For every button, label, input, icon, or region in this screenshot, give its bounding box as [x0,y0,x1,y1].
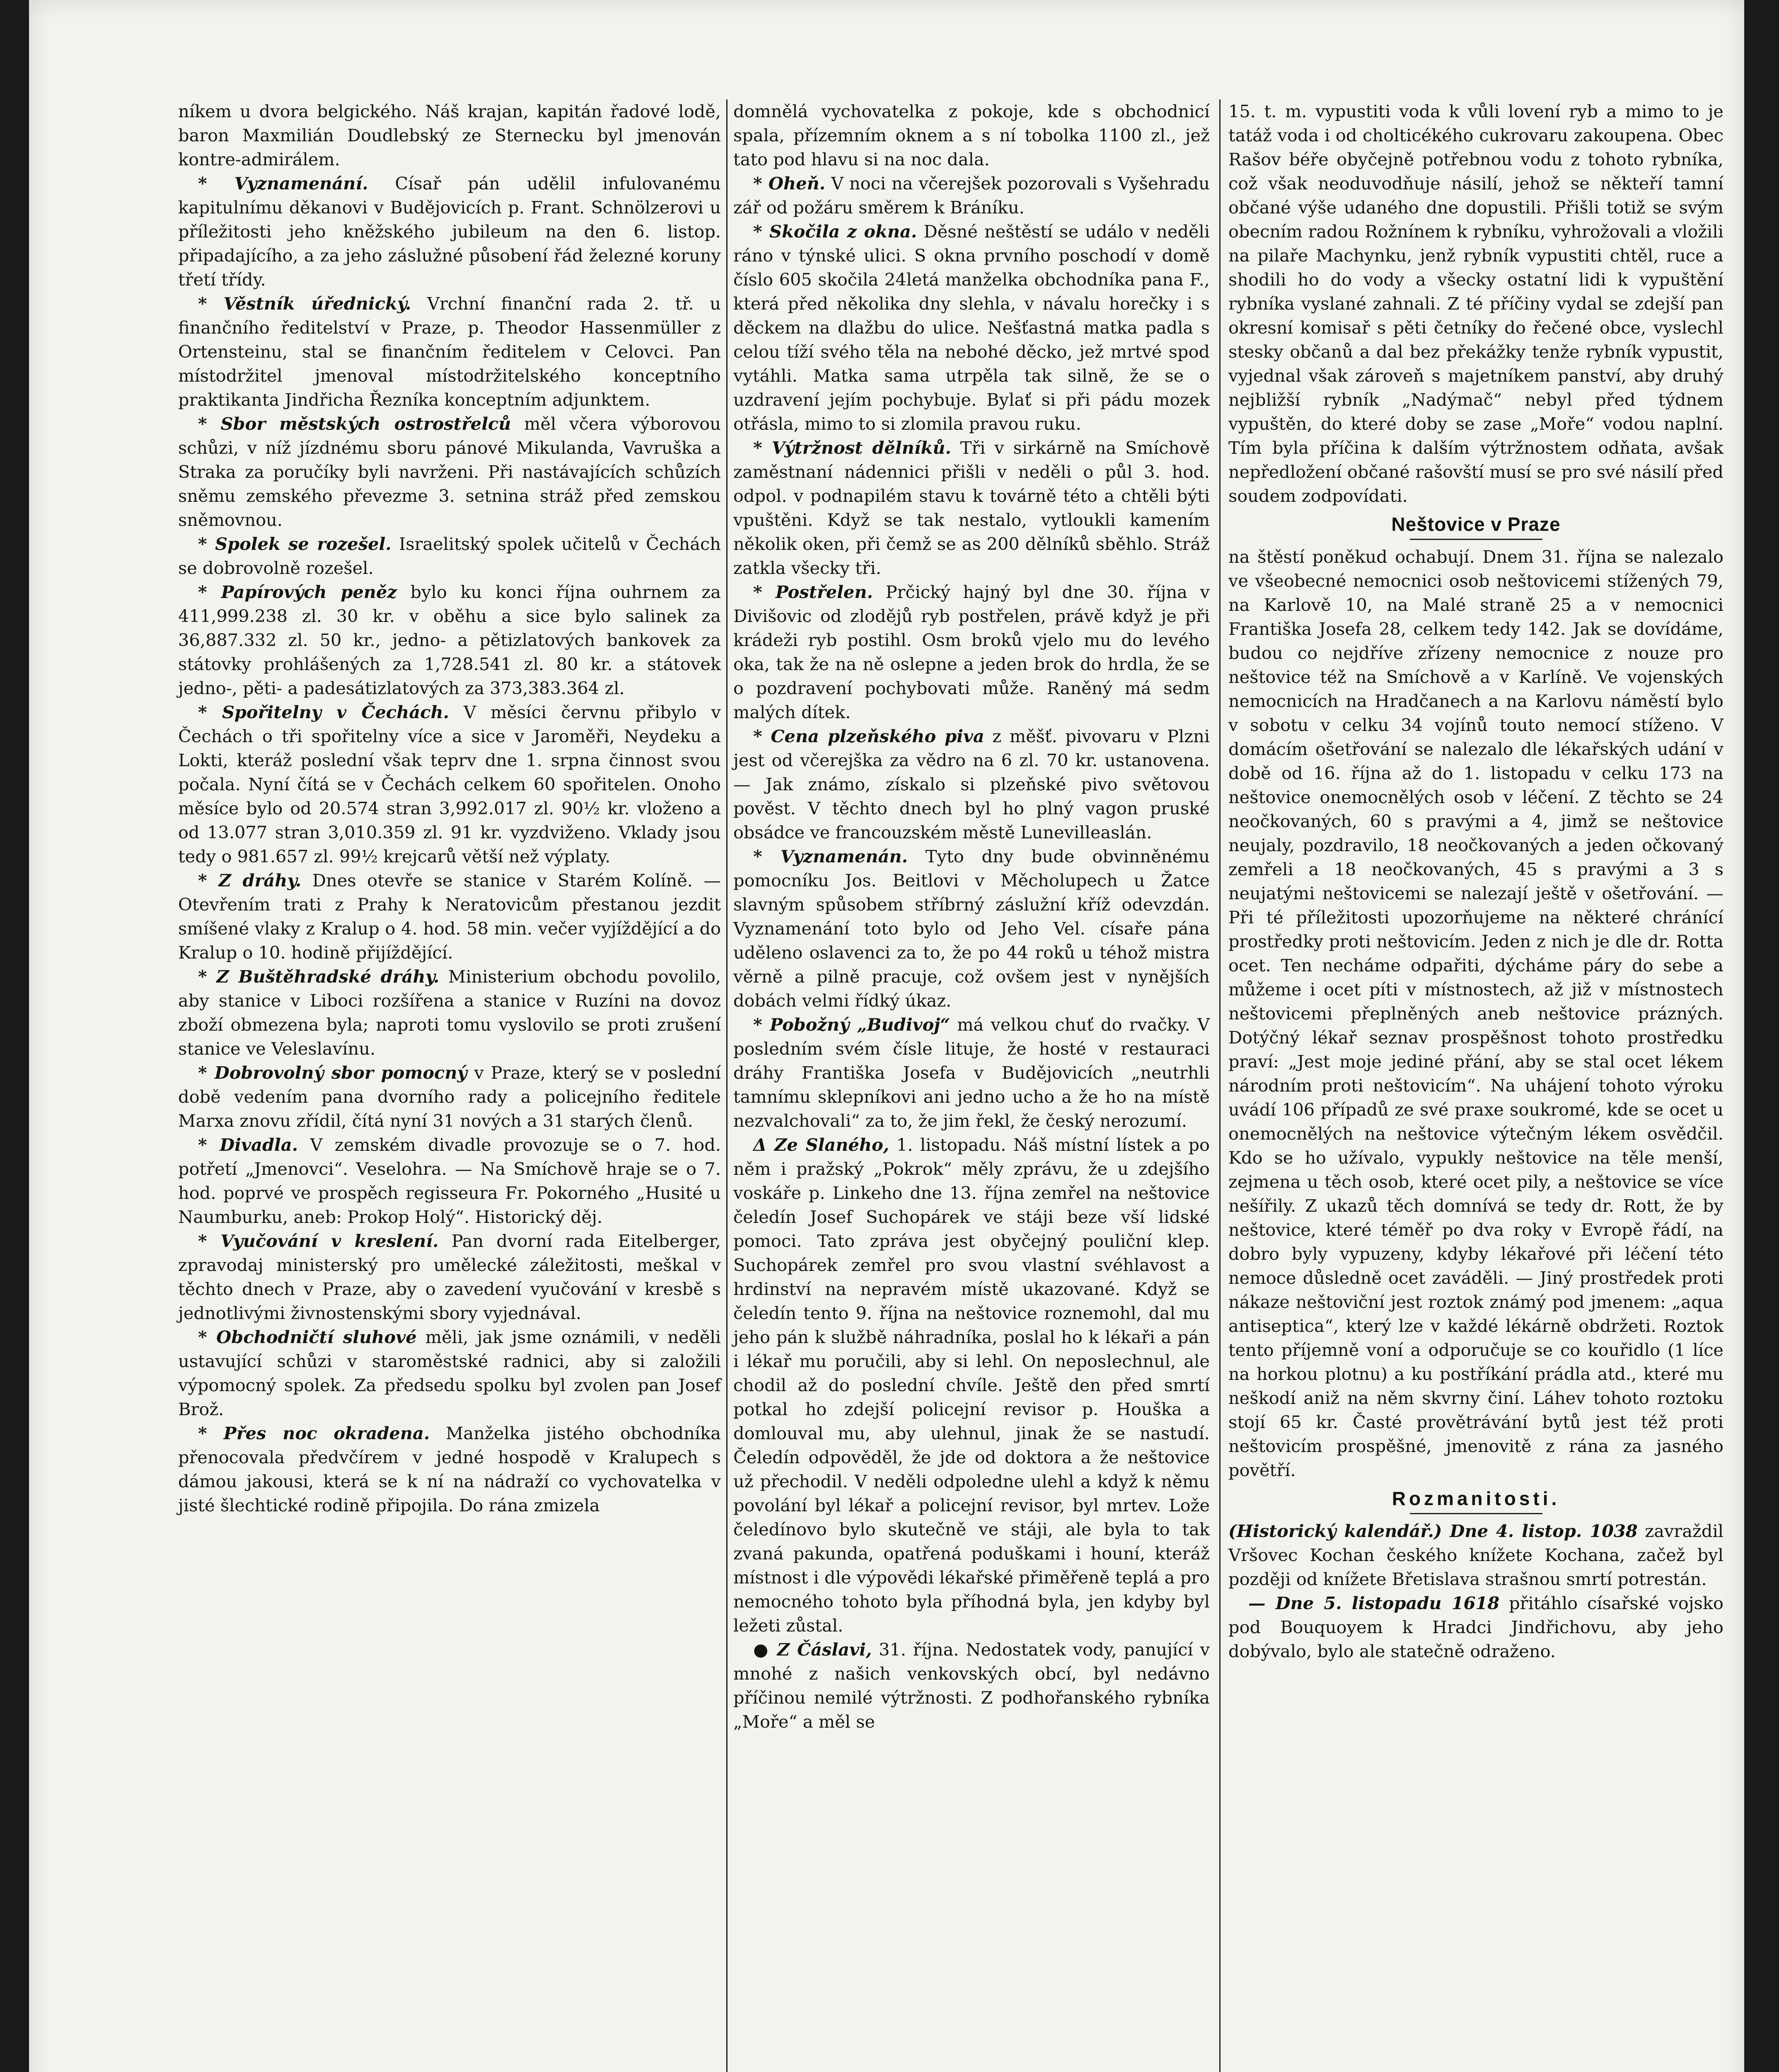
article-text: Dnes otevře se stanice v Starém Kolíně. — Otevřením trati z Prahy k Neratovicům přestanou jezdit smíšené vlaky z Kralup o 4. hod. 58 min. večer vyjíždějící a do Kralup o 10. hodině přijíždějící. [178,870,721,963]
article-text: měli, jak jsme oznámili, v neděli ustavující schůzi v staroměstské radnici, aby si založili výpomocný spolek. Za předsedu spolku byl zvolen pan Josef Brož. [178,1327,721,1419]
article-lead: (Historický kalendář.) Dne 4. listop. 1038 [1228,1521,1638,1541]
article-paragraph [733,724,1210,845]
article-text: měl včera výborovou schůzi, v níž jízdnému sboru pánové Mikulanda, Vavruška a Straka za poručíky byli navrženi. Při nastávajících schůzích sněmu zemského převezme 3. setnina stráž před zemskou sněmovnou. [178,414,721,530]
article-text: zavraždil Vršovec Kochan českého knížete Kochana, začež byl později od knížete Břetislava strašnou smrtí potrestán. [1228,1521,1723,1589]
article-paragraph [1228,545,1723,1482]
article-paragraph [178,412,721,532]
article-text: má velkou chuť do rvačky. V posledním svém čísle lituje, že hosté v restauraci dráhy Františka Josefa v Budějovicích „neutrhli tamnímu sklepníkovi ani jedno ucho a že ho na místě nezvalchovali“ za to, že jim řekl, že český nerozumí. [733,1014,1210,1131]
article-lead: * Pobožný „Budivoj“ [753,1014,950,1035]
article-text: 31. října. Nedostatek vody, panující v mnohé z našich venkovských obcí, byl nedávno příčinou nemilé výtržnosti. Z podhořanského rybníka „Moře“ a měl se [733,1639,1210,1732]
article-text: V měsíci červnu přibylo v Čechách o tři spořitelny více a sice v Jaroměři, Neydeku a Lokti, kteráž poslední však teprv dne 1. srpna činnost svou počala. Nyní čítá se v Čechách celkem 60 spořitelen. Onoho měsíce bylo od 20.574 stran 3,992.017 zl. 90½ kr. vloženo a od 13.077 stran 3,010.359 zl. 91 kr. vyzdviženo. Vklady jsou tedy o 981.657 zl. 99½ krejcarů větší než výplaty. [178,702,721,867]
article-paragraph [178,1133,721,1229]
column-3 [1228,99,1723,2072]
article-text: V noci na včerejšek pozorovali s Vyšehradu zář od požáru směrem k Bráníku. [733,173,1210,218]
article-text: Tři v sirkárně na Smíchově zaměstnaní nádennici přišli v neděli o půl 3. hod. odpol. v podnapilém stavu k továrně této a chtěli býti vpuštěni. Když se tak nestalo, vytloukli kamením několik oken, při čemž se as 200 dělníků sběhlo. Stráž zatkla všecky tři. [733,438,1210,578]
article-paragraph [178,292,721,412]
article-paragraph [733,172,1210,220]
article-text: Děsné neštěstí se událo v neděli ráno v týnské ulici. S okna prvního poschodí v domě číslo 605 skočila 24letá manželka obchodníka pana F., která před několika dny slehla, v návalu horečky i s děckem na dlažbu do ulice. Nešťastná matka padla s celou tíží svého těla na nebohé děcko, jež mrtvé spod vytáhli. Matka sama utrpěla tak silně, že se o uzdravení jejím pochybuje. Bylať si při pádu mozek otřásla, mimo to si zlomila pravou ruku. [733,221,1210,434]
article-lead: ● Z Čáslavi, [753,1639,872,1660]
article-text: Pan dvorní rada Eitelberger, zpravodaj ministerský pro umělecké záležitosti, meškal v těchto dnech v Praze, aby o zavedení vyučování v kresbě s jednotlivými živnostenskými sbory vyjednával. [178,1231,721,1323]
article-text: domnělá vychovatelka z pokoje, kde s obchodnicí spala, přízemním oknem a s ní tobolka 1100 zl., jež tato pod hlavu si na noc dala. [733,101,1210,169]
article-lead: * Dobrovolný sbor pomocný [198,1063,467,1083]
article-text: Ministerium obchodu povolilo, aby stanice v Liboci rozšířena a stanice v Ruzíni na dovoz zboží obmezena byla; naproti tomu vyslovilo se proti zrušení stanice ve Veleslavínu. [178,966,721,1059]
article-paragraph [1228,99,1723,508]
scan-right-edge [1744,0,1779,2072]
article-paragraph [733,1013,1210,1133]
article-lead: * Divadla. [198,1135,298,1155]
article-text: v Praze, který se v poslední době vedením pana dvorního rady a policejního ředitele Marxa znovu zřídil, čítá nyní 31 nových a 31 starých členů. [178,1063,721,1131]
article-paragraph [178,1421,721,1518]
article-lead: Δ Ze Slaného, [753,1135,890,1155]
article-text: Vrchní finanční rada 2. tř. u finančního ředitelství v Praze, p. Theodor Hassenmüller z Ortensteinu, stal se finančním ředitelem v Celovci. Pan místodržitel jmenoval místodržitelského konceptního praktikanta Jindřicha Řezníka konceptním adjunktem. [178,293,721,410]
article-lead: * Papírových peněz [198,582,397,602]
article-paragraph [1228,1519,1723,1591]
article-paragraph [733,1638,1210,1734]
section-underline [1410,539,1542,540]
article-lead: * Vyznamenán. [753,846,908,867]
article-lead: * Skočila z okna. [753,221,917,242]
article-lead: * Výtržnost dělníků. [753,438,951,458]
article-paragraph [733,220,1210,436]
article-text: z měšť. pivovaru v Plzni jest od včerejška za vědro na 6 zl. 70 kr. ustanovena. — Jak známo, získalo si plzeňské pivo světovou pověst. V těchto dnech byl ho plný vagon pruské obsádce ve francouzském městě Lunevilleaslán. [733,726,1210,842]
article-paragraph [733,436,1210,580]
article-lead: * Vyznamenání. [198,173,368,194]
article-lead: * Oheň. [753,173,826,194]
article-text: V zemském divadle provozuje se o 7. hod. potřetí „Jmenovci“. Veselohra. — Na Smíchově hraje se o 7. hod. poprvé ve prospěch regisseura Fr. Pokorného „Husité u Naumburku, aneb: Prokop Holý“. Historický děj. [178,1135,721,1227]
article-paragraph [178,965,721,1061]
article-lead: * Přes noc okradena. [198,1423,430,1443]
article-paragraph [733,1133,1210,1638]
article-paragraph [178,99,721,172]
article-paragraph [178,1229,721,1325]
article-paragraph [178,580,721,700]
column-rule [726,99,728,2072]
article-paragraph [1228,1591,1723,1663]
article-lead: * Vyučování v kreslení. [198,1231,439,1251]
article-paragraph [178,532,721,580]
article-lead: * Spolek se rozešel. [198,534,392,554]
article-text: Manželka jistého obchodníka přenocovala předvčírem v jedné hospodě v Kralupech s dámou jakousi, která se k ní na nádraží co vychovatelka v jisté šlechtické rodině připojila. Do rána zmizela [178,1423,721,1515]
article-text: Israelitský spolek učitelů v Čechách se dobrovolně rozešel. [178,534,721,578]
column-rule [1219,99,1221,2072]
article-paragraph [733,580,1210,724]
article-text: Prčický hajný byl dne 30. října v Divišovic od zlodějů ryb postřelen, právě když je při krádeži ryb postihl. Osm broků vjelo mu do levého oka, tak že na ně oslepne a jeden brok do hrdla, že se o pozdravení pochybovati může. Raněný má sedm malých dítek. [733,582,1210,722]
article-paragraph [733,845,1210,1013]
article-paragraph [178,869,721,965]
column-2 [733,99,1210,2072]
article-lead: * Spořitelny v Čechách. [198,702,450,722]
article-text: bylo ku konci října ouhrnem za 411,999.238 zl. 30 kr. v oběhu a sice bylo salinek za 36,887.332 zl. 50 kr., jedno- a pětizlatových bankovek za státovky prohlášených za 1,728.541 zl. 80 kr. a státovek jedno-, pěti- a padesátizlatových za 373,383.364 zl. [178,582,721,698]
article-paragraph [178,1061,721,1133]
article-lead: * Obchodničtí sluhové [198,1327,417,1347]
article-lead: * Z Buštěhradské dráhy. [198,966,440,987]
article-text: 1. listopadu. Náš místní lístek a po něm i pražský „Pokrok“ měly zprávu, že u zdejšího voskáře p. Linkeho dne 13. října zemřel na neštovice čeledín Josef Suchopárek ve stáji beze vší lidské pomoci. Tato zpráva jest obyčejný pouliční klep. Suchopárek zemřel pro svou vlastní svéhlavost a hrdinství na nepravém místě ukazované. Když se čeledín tento 9. října na neštovice roznemohl, dal mu jeho pán k službě náhradníka, poslal ho k lékaři a pán i lékař mu poručili, aby si lehl. On neposlechnul, ale chodil až do poslední chvíle. Ještě den před smrtí potkal ho zdejší policejní revisor p. Houška a domlouval mu, aby ulehnul, jinak že se nastudí. Čeledín odpověděl, že jde od doktora a že neštovice už přechodil. V neděli odpoledne ulehl a když k němu povolání byl lékař a policejní revisor, byl mrtev. Lože čeledínovo bylo skutečně ve stáji, ale byla to tak zvaná pakunda, opatřená poduškami i houní, kteráž místnost i dle výpovědi lékařské přiměřeně teplá a pro nemocného tohoto byla příhodná byla, jen kdyby byl ležeti zůstal. [733,1135,1210,1636]
article-text: 15. t. m. vypustiti voda k vůli lovení ryb a mimo to je tatáž voda i od cholticékého cukrovaru zakoupena. Obec Rašov béře obyčejně potřebnou vodu z tohoto rybníka, což však neoduvodňuje násilí, jehož se někteří tamní občané výše udaného dne dopustili. Přišli totiž se svým obecním radou Rožnínem k rybníku, vyhrožovali a vložili na pilaře Machynku, jenž rybník vypustiti chtěl, ruce a shodili ho do vody a všecky ostatní lidi k vypuštění rybníka vyslané zahnali. Z té příčiny vydal se zdejší pan okresní komisař s pěti četníky do řečené obce, vyslechl stesky občanů a dal bez překážky tenže rybník vypustit, vyjednal však zároveň s majetníkem panství, aby druhý nejbližší rybník „Nadýmač“ nebyl před týdnem vypuštěn, do které doby se zase „Moře“ vodou naplní. Tím byla příčina k dalším výtržnostem odňata, avšak nepředložení občané rašovští musí se pro své násilí před soudem zodpovídati. [1228,101,1723,506]
article-text: na štěstí poněkud ochabují. Dnem 31. října se nalezalo ve všeobecné nemocnici osob neštovicemi stížených 79, na Karlově 10, na Malé straně 25 a v nemocnici Františka Josefa 28, celkem tedy 142. Jak se dovídáme, budou co nejdříve zřízeny nemocnice z nouze pro neštovice též na Smíchově a v Karlíně. Ve vojenských nemocnicích na Hradčanech a na Karlovu náměstí bylo v sobotu v celku 34 vojínů touto nemocí stíženo. V domácím ošetřování se nalezalo dle lékařských udání v době od 16. října až do 1. listopadu v celku 173 na neštovice onemocnělých osob v léčení. Z těchto se 24 neočkovaných, 60 s pravými a 4, jimž se neštovice neujaly, pozdravilo, 18 neočkovaných a jeden očkovaný zemřeli a 18 neočkovaných, 45 s pravými a 3 s neujatými neštovicemi se nalezají ještě v ošetřování. — Při té příležitosti upozorňujeme na některé chránící prostředky proti neštovicím. Jeden z nich je dle dr. Rotta ocet. Ten necháme odpařiti, dýcháme páry do sebe a můžeme i ocet píti v místnostech, až již v místnostech neštovicemi přeplněných aneb neštovice prázných. Dotýčný lékař seznav prospěšnost tohoto prostředku praví: „Jest moje jediné přání, aby se stal ocet lékem národním proti neštovicím“. Na uhájení tohoto výroku uvádí 106 případů ze své praxe soukromé, kde se ocet u onemocnělých na neštovice výtečným lékem osvědčil. Kdo se ho užívalo, vypukly neštovice na těle menší, zejmena u těch osob, které ocet pily, a neštovice se více nešířily. Z ukazů těch domnívá se tedy dr. Rott, že by neštovice, které téměř po dva roky v Evropě řádí, na dobro byly vypuzeny, kdyby lékařové při léčení této nemoce důsledně ocet zaváděli. — Jiný prostředek proti nákaze neštoviční jest roztok známý pod jmenem: „aqua antiseptica“, který lze v každé lékárně obdržeti. Roztok tento příjemně voní a odporučuje se co kouřidlo (1 líce na horkou plotnu) a ku postříkání prádla atd., které mu neškodí aniž na něm skvrny činí. Láhev tohoto roztoku stojí 65 kr. Časté provětrávání bytů jest též proti neštovicím prospěšné, jmenovitě z rána za jasného povětří. [1228,547,1723,1480]
article-paragraph [178,700,721,869]
article-paragraph [733,99,1210,172]
scan-left-edge [0,0,29,2072]
article-lead: * Postřelen. [753,582,873,602]
section-underline [1410,1513,1542,1514]
article-text: Císař pán udělil infulovanému kapitulnímu děkanovi v Budějovicích p. Frant. Schnölzerovi u příležitosti jeho kněžského jubileum na den 6. listop. připadajícího, a za jeho záslužné působení řád železné koruny třetí třídy. [178,173,721,290]
article-paragraph [178,172,721,292]
article-lead: * Cena plzeňského piva [753,726,984,746]
section-heading: Neštovice v Praze [1391,513,1561,535]
article-text: níkem u dvora belgického. Náš krajan, kapitán řadové lodě, baron Maxmilián Doudlebský ze Sternecku byl jmenován kontre-admirálem. [178,101,721,169]
article-lead: * Věstník úřednický. [198,293,411,314]
article-text: Tyto dny bude obvinněnému pomocníku Jos. Beitlovi v Měcholupech u Žatce slavným spůsobem stříbrný záslužní kříž odevzdán. Vyznamenání toto bylo od Jeho Vel. císaře pána uděleno oslavenci za to, že po 44 roků u téhož mistra věrně a pilně pracuje, což ovšem jest v nynějších dobách velmi řídký úkaz. [733,846,1210,1011]
article-paragraph [178,1325,721,1421]
section-heading: Rozmanitosti. [1392,1488,1560,1509]
article-lead: * Z dráhy. [198,870,302,891]
article-lead: * Sbor městských ostrostřelců [198,414,511,434]
column-1 [178,99,721,2072]
article-lead: — Dne 5. listopadu 1618 [1248,1593,1500,1613]
newspaper-page [29,0,1744,2072]
article-text: přitáhlo císařské vojsko pod Bouquoyem k Hradci Jindřichovu, aby jeho dobývalo, bylo ale statečně odraženo. [1228,1593,1724,1661]
